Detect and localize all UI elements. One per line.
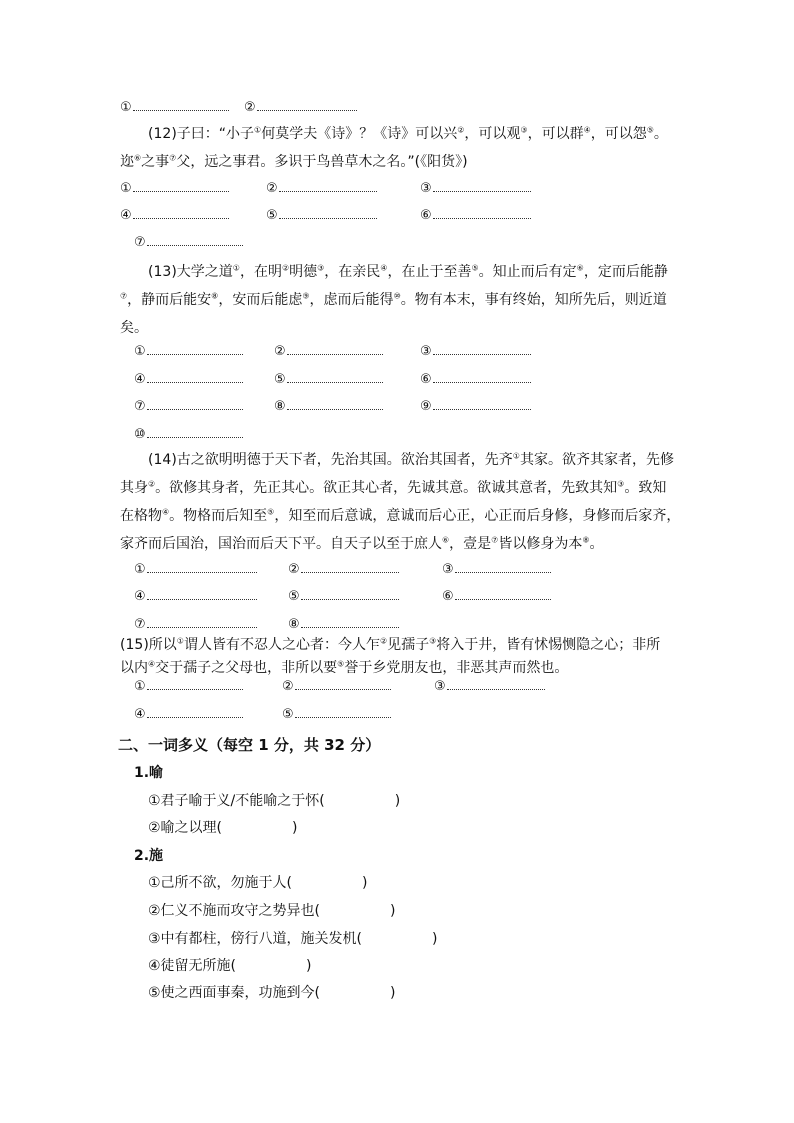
sub-question xyxy=(148,900,395,920)
sub-question-text: ①君子喻于义/不能喻之于怀( xyxy=(148,793,325,809)
answer-blank[interactable] xyxy=(447,676,545,690)
answer-blank[interactable] xyxy=(133,205,229,219)
passage-line: (12)子曰：“小子①何莫学夫《诗》？《诗》可以兴②，可以观③，可以群④，可以怨⑤。 xyxy=(148,125,668,142)
answer-blank[interactable] xyxy=(301,559,399,573)
answer-blank[interactable] xyxy=(433,369,531,383)
close-paren: ) xyxy=(292,820,298,836)
answer-blank[interactable] xyxy=(147,614,257,628)
answer-blank[interactable] xyxy=(147,232,243,246)
sub-question xyxy=(148,955,311,975)
blank-number: ② xyxy=(274,344,286,359)
close-paren: ) xyxy=(390,985,396,1001)
answer-blank[interactable] xyxy=(301,586,399,600)
blank-number: ⑤ xyxy=(288,589,300,604)
sub-question xyxy=(148,872,367,892)
sub-question-text: ②仁义不施而攻守之势异也( xyxy=(148,903,321,919)
sub-question-text: ④徒留无所施( xyxy=(148,958,237,974)
blank-number: ① xyxy=(134,679,146,694)
blank-number: ⑤ xyxy=(266,208,278,223)
passage-line: ⑦，静而后能安⑧，安而后能虑⑨，虑而后能得⑩。物有本末，事有终始，知所先后，则近道 xyxy=(120,291,667,308)
sub-question-text: ①己所不欲，勿施于人( xyxy=(148,875,293,891)
close-paren: ) xyxy=(306,958,312,974)
blank-number: ① xyxy=(120,181,132,196)
answer-blank[interactable] xyxy=(287,341,383,355)
answer-blank[interactable] xyxy=(147,676,243,690)
answer-blank[interactable] xyxy=(301,614,399,628)
passage-14 xyxy=(120,446,680,558)
blank-number: ④ xyxy=(120,208,132,223)
blank-number: ② xyxy=(266,181,278,196)
blank-number: ④ xyxy=(134,372,146,387)
passage-line: (15)所以①谓人皆有不忍人之心者：今人乍②见孺子③将入于井，皆有怵惕恻隐之心；非所 xyxy=(120,636,661,653)
answer-blank[interactable] xyxy=(133,97,229,111)
blank-number: ⑤ xyxy=(274,372,286,387)
answer-blank[interactable] xyxy=(147,341,243,355)
blank-number: ② xyxy=(244,100,256,115)
blank-number: ③ xyxy=(420,181,432,196)
passage-line: (13)大学之道①，在明②明德③，在亲民④，在止于至善⑤。知止而后有定⑥，定而后能静 xyxy=(148,263,668,280)
passage-line: 其身②。欲修其身者，先正其心。欲正其心者，先诚其意。欲诚其意者，先致其知③。致知 xyxy=(120,479,667,496)
blank-number: ① xyxy=(134,344,146,359)
answer-blank[interactable] xyxy=(455,586,551,600)
answer-blank[interactable] xyxy=(147,424,243,438)
answer-blank[interactable] xyxy=(433,341,531,355)
sub-question-text: ⑤使之西面事秦，功施到今( xyxy=(148,985,321,1001)
answer-blank[interactable] xyxy=(287,369,383,383)
answer-blank[interactable] xyxy=(433,396,531,410)
blank-number: ⑧ xyxy=(288,617,300,632)
blank-number: ⑥ xyxy=(420,208,432,223)
passage-line: 矣。 xyxy=(120,320,148,336)
answer-blank[interactable] xyxy=(433,205,531,219)
blank-number: ② xyxy=(282,679,294,694)
blank-number: ⑨ xyxy=(420,399,432,414)
answer-blank[interactable] xyxy=(279,178,377,192)
blank-number: ⑩ xyxy=(134,427,146,442)
blank-number: ② xyxy=(288,562,300,577)
item-label: 1.喻 xyxy=(134,765,164,781)
sub-question xyxy=(148,982,395,1002)
sub-question xyxy=(148,817,297,837)
answer-blank[interactable] xyxy=(147,704,243,718)
answer-blank[interactable] xyxy=(279,205,377,219)
answer-blank[interactable] xyxy=(147,559,257,573)
blank-number: ④ xyxy=(134,707,146,722)
passage-13 xyxy=(120,258,680,342)
passage-line: 在格物④。物格而后知至⑤，知至而后意诚，意诚而后心正，心正而后身修，身修而后家齐， xyxy=(120,507,681,524)
blank-number: ④ xyxy=(134,589,146,604)
answer-blank[interactable] xyxy=(257,97,357,111)
close-paren: ) xyxy=(394,793,401,809)
answer-blank[interactable] xyxy=(147,586,257,600)
answer-blank[interactable] xyxy=(433,178,531,192)
passage-line: 以内④交于孺子之父母也，非所以要⑤誉于乡党朋友也，非恶其声而然也。 xyxy=(120,659,569,676)
item-label: 2.施 xyxy=(134,848,164,864)
close-paren: ) xyxy=(390,903,396,919)
answer-blank[interactable] xyxy=(295,704,391,718)
passage-12 xyxy=(120,120,680,176)
answer-blank[interactable] xyxy=(295,676,391,690)
answer-blank[interactable] xyxy=(147,369,243,383)
blank-number: ⑧ xyxy=(274,399,286,414)
blank-number: ⑤ xyxy=(282,707,294,722)
blank-number: ① xyxy=(134,562,146,577)
sub-question-text: ③中有都柱，傍行八道，施关发机( xyxy=(148,931,363,947)
blank-number: ③ xyxy=(434,679,446,694)
answer-blank[interactable] xyxy=(455,559,551,573)
sub-question xyxy=(148,928,437,948)
close-paren: ) xyxy=(432,931,438,947)
blank-number: ⑦ xyxy=(134,399,146,414)
passage-line: (14)古之欲明明德于天下者，先治其国。欲治其国者，先齐①其家。欲齐其家者，先修 xyxy=(148,451,674,468)
blank-number: ⑦ xyxy=(134,617,146,632)
blank-number: ⑥ xyxy=(420,372,432,387)
blank-number: ① xyxy=(120,100,132,115)
sub-question-text: ②喻之以理( xyxy=(148,820,223,836)
answer-blank[interactable] xyxy=(147,396,243,410)
blank-number: ⑦ xyxy=(134,235,146,250)
answer-blank[interactable] xyxy=(287,396,383,410)
sub-question xyxy=(148,790,400,810)
passage-line: 迩⑥之事⑦父，远之事君。多识于鸟兽草木之名。”(《阳货》) xyxy=(120,153,468,170)
close-paren: ) xyxy=(362,875,368,891)
blank-number: ⑥ xyxy=(442,589,454,604)
answer-blank[interactable] xyxy=(133,178,229,192)
blank-number: ③ xyxy=(442,562,454,577)
passage-line: 家齐而后国治，国治而后天下平。自天子以至于庶人⑥，壹是⑦皆以修身为本⑧。 xyxy=(120,535,604,552)
blank-number: ③ xyxy=(420,344,432,359)
passage-15 xyxy=(120,634,680,680)
section-title: 二、一词多义（每空 1 分，共 32 分） xyxy=(118,736,381,754)
